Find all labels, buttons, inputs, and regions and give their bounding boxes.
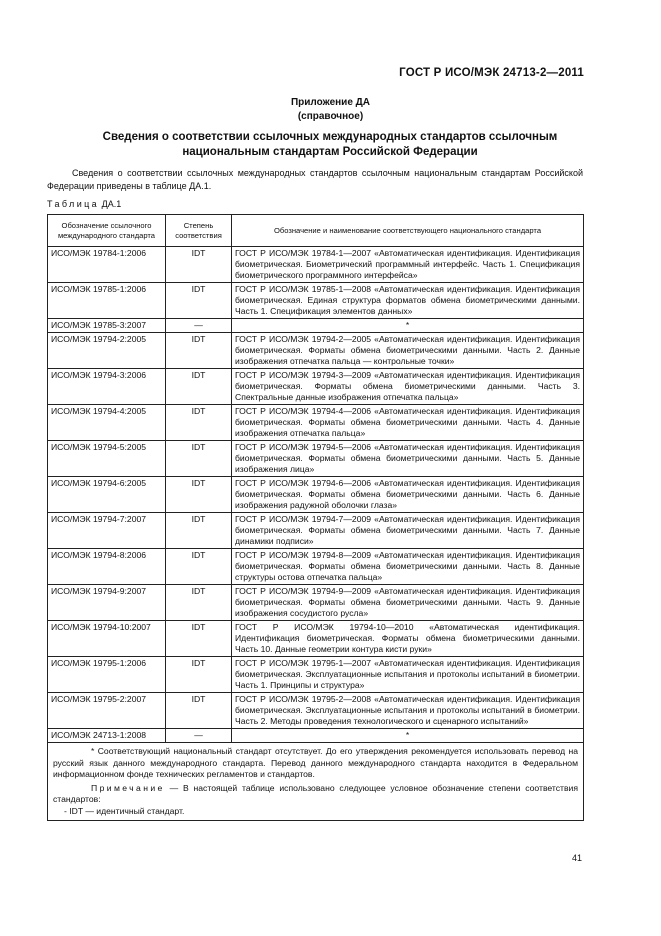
table-row xyxy=(48,549,584,585)
header-national-standard: Обозначение и наименование соответствующего национального стандарта xyxy=(232,215,584,247)
national-standard-cell: * xyxy=(232,319,584,333)
note-item: - IDT — идентичный стандарт. xyxy=(64,805,185,816)
national-standard-cell: ГОСТ Р ИСО/МЭК 19794-5—2006 «Автоматическая идентификация. Идентификация биометрическая. Форматы обмена биометрическими данными. Часть 5. Данные изображения лица» xyxy=(232,441,584,477)
table-body xyxy=(48,247,584,743)
national-standard-cell: ГОСТ Р ИСО/МЭК 19794-7—2009 «Автоматическая идентификация. Идентификация биометрическая. Форматы обмена биометрическими данными. Часть 7. Данные динамики подписи» xyxy=(232,513,584,549)
footnote: * Соответствующий национальный стандарт отсутствует. До его утверждения рекомендуется использовать перевод на русский язык данного международного стандарта. Перевод данного международного стандарта находится в Федеральном информационном фонде технических регламентов и стандартов. xyxy=(53,746,578,779)
degree-cell: IDT xyxy=(166,405,232,441)
international-standard-cell: ИСО/МЭК 19794-10:2007 xyxy=(48,621,166,657)
international-standard-cell: ИСО/МЭК 19795-1:2006 xyxy=(48,657,166,693)
degree-cell: IDT xyxy=(166,621,232,657)
table-footer-row xyxy=(48,743,584,821)
table-row xyxy=(48,247,584,283)
international-standard-cell: ИСО/МЭК 19794-6:2005 xyxy=(48,477,166,513)
table-row xyxy=(48,657,584,693)
degree-cell: IDT xyxy=(166,369,232,405)
degree-cell: IDT xyxy=(166,657,232,693)
degree-cell: IDT xyxy=(166,333,232,369)
national-standard-cell: ГОСТ Р ИСО/МЭК 19794-3—2009 «Автоматическая идентификация. Идентификация биометрическая. Форматы обмена биометрическими данными. Часть 3. Спектральные данные изображения отпечатка пальца» xyxy=(232,369,584,405)
table-row xyxy=(48,441,584,477)
international-standard-cell: ИСО/МЭК 19794-3:2006 xyxy=(48,369,166,405)
header-international-standard: Обозначение ссылочного международного стандарта xyxy=(48,215,166,247)
international-standard-cell: ИСО/МЭК 19784-1:2006 xyxy=(48,247,166,283)
table-label xyxy=(47,199,121,209)
international-standard-cell: ИСО/МЭК 19794-9:2007 xyxy=(48,585,166,621)
table-label-number: ДА.1 xyxy=(101,199,122,209)
table-row xyxy=(48,333,584,369)
degree-cell: IDT xyxy=(166,477,232,513)
table-row xyxy=(48,729,584,743)
page-number: 41 xyxy=(571,853,582,863)
table-row xyxy=(48,405,584,441)
table-row xyxy=(48,369,584,405)
international-standard-cell: ИСО/МЭК 19794-8:2006 xyxy=(48,549,166,585)
note-label: Примечание xyxy=(91,782,165,793)
degree-cell: IDT xyxy=(166,693,232,729)
table-row xyxy=(48,319,584,333)
note-text: — В настоящей таблице использовано следующее условное обозначение степени соответствия стандартов: xyxy=(53,782,579,804)
table-row xyxy=(48,621,584,657)
national-standard-cell: ГОСТ Р ИСО/МЭК 19794-10—2010 «Автоматическая идентификация. Идентификация биометрическая. Форматы обмена биометрическими данными. Часть 10. Данные геометрии контура кисти руки» xyxy=(232,621,584,657)
degree-cell: IDT xyxy=(166,247,232,283)
header-degree: Степень соответствия xyxy=(166,215,232,247)
national-standard-cell: ГОСТ Р ИСО/МЭК 19785-1—2008 «Автоматическая идентификация. Идентификация биометрическая. Единая структура форматов обмена биометрическими данными. Часть 1. Спецификация элементов данных» xyxy=(232,283,584,319)
table-row xyxy=(48,513,584,549)
table-row xyxy=(48,283,584,319)
international-standard-cell: ИСО/МЭК 19785-3:2007 xyxy=(48,319,166,333)
national-standard-cell: ГОСТ Р ИСО/МЭК 19784-1—2007 «Автоматическая идентификация. Идентификация биометрическая. Биометрический программный интерфейс. Часть 1. Спецификация биометрического программного интерфейса» xyxy=(232,247,584,283)
degree-cell: IDT xyxy=(166,441,232,477)
table-label-word: Таблица xyxy=(47,199,100,209)
appendix-title: Приложение ДА xyxy=(290,97,371,108)
international-standard-cell: ИСО/МЭК 19794-4:2005 xyxy=(48,405,166,441)
table-row xyxy=(48,585,584,621)
appendix-subtitle: (справочное) xyxy=(297,111,364,122)
national-standard-cell: ГОСТ Р ИСО/МЭК 19794-4—2006 «Автоматическая идентификация. Идентификация биометрическая. Форматы обмена биометрическими данными. Часть 4. Данные изображения отпечатка пальца» xyxy=(232,405,584,441)
degree-cell: IDT xyxy=(166,549,232,585)
intro-paragraph: Сведения о соответствии ссылочных международных стандартов ссылочным национальным стандартам Российской Федерации приведены в таблице ДА.1. xyxy=(47,168,583,191)
section-title: Сведения о соответствии ссылочных международных стандартов ссылочным национальным стандартам Российской Федерации xyxy=(102,131,558,158)
international-standard-cell: ИСО/МЭК 19794-7:2007 xyxy=(48,513,166,549)
international-standard-cell: ИСО/МЭК 19785-1:2006 xyxy=(48,283,166,319)
appendix-heading xyxy=(0,96,661,124)
international-standard-cell: ИСО/МЭК 24713-1:2008 xyxy=(48,729,166,743)
national-standard-cell: ГОСТ Р ИСО/МЭК 19794-8—2009 «Автоматическая идентификация. Идентификация биометрическая. Форматы обмена биометрическими данными. Часть 8. Данные структуры остова отпечатка пальца» xyxy=(232,549,584,585)
international-standard-cell: ИСО/МЭК 19794-5:2005 xyxy=(48,441,166,477)
degree-cell: IDT xyxy=(166,513,232,549)
degree-cell: IDT xyxy=(166,283,232,319)
document-code: ГОСТ Р ИСО/МЭК 24713-2—2011 xyxy=(399,67,584,79)
international-standard-cell: ИСО/МЭК 19795-2:2007 xyxy=(48,693,166,729)
national-standard-cell: ГОСТ Р ИСО/МЭК 19794-6—2006 «Автоматическая идентификация. Идентификация биометрическая. Форматы обмена биометрическими данными. Часть 6. Данные изображения радужной оболочки глаза» xyxy=(232,477,584,513)
correspondence-table xyxy=(47,214,584,821)
international-standard-cell: ИСО/МЭК 19794-2:2005 xyxy=(48,333,166,369)
table-row xyxy=(48,477,584,513)
degree-cell: IDT xyxy=(166,585,232,621)
degree-cell: — xyxy=(166,319,232,333)
table-header-row xyxy=(48,215,584,247)
note xyxy=(53,783,578,806)
national-standard-cell: ГОСТ Р ИСО/МЭК 19794-9—2009 «Автоматическая идентификация. Идентификация биометрическая. Форматы обмена биометрическими данными. Часть 9. Данные изображения сосудистого русла» xyxy=(232,585,584,621)
national-standard-cell: ГОСТ Р ИСО/МЭК 19795-2—2008 «Автоматическая идентификация. Идентификация биометрическая. Эксплуатационные испытания и протоколы испытаний в биометрии. Часть 2. Методы проведения технологического и сценарного испытаний» xyxy=(232,693,584,729)
table-row xyxy=(48,693,584,729)
national-standard-cell: * xyxy=(232,729,584,743)
table-footer xyxy=(48,743,584,821)
degree-cell: — xyxy=(166,729,232,743)
national-standard-cell: ГОСТ Р ИСО/МЭК 19794-2—2005 «Автоматическая идентификация. Идентификация биометрическая. Форматы обмена биометрическими данными. Часть 2. Данные изображения отпечатка пальца — контрольные точки» xyxy=(232,333,584,369)
national-standard-cell: ГОСТ Р ИСО/МЭК 19795-1—2007 «Автоматическая идентификация. Идентификация биометрическая. Эксплуатационные испытания и протоколы испытаний в биометрии. Часть 1. Принципы и структура» xyxy=(232,657,584,693)
